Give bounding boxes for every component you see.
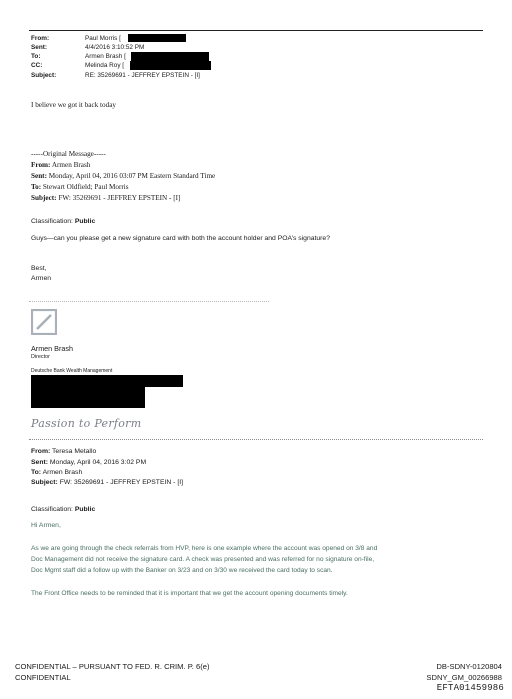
- forwarded-sent-label: Sent:: [31, 459, 48, 466]
- footer-bates-sdny: SDNY_GM_00266988: [426, 673, 502, 682]
- forwarded-para1-line2: Doc Management did not receive the signature card. A check was presented and was referred for no signature on-file,: [31, 556, 375, 563]
- forwarded-from-value: Teresa Metallo: [52, 448, 97, 455]
- from-value: Paul Morris [: [85, 35, 121, 42]
- forwarded-sent-value: Monday, April 04, 2016 3:02 PM: [49, 459, 147, 466]
- original-body: Guys—can you please get a new signature card with both the account holder and POA’s signature?: [31, 235, 330, 242]
- to-label: To:: [31, 53, 41, 60]
- forwarded-subject-label: Subject:: [31, 479, 58, 486]
- classification-label: Classification:: [31, 218, 73, 225]
- original-sent-line: [31, 172, 215, 180]
- original-message-separator: -----Original Message-----: [31, 150, 106, 158]
- original-subject-label: Subject:: [31, 194, 57, 202]
- forward-dotted-rule: [29, 439, 483, 440]
- sent-label: Sent:: [31, 44, 47, 51]
- forwarded-sent-line: [31, 459, 146, 466]
- from-label: From:: [31, 35, 50, 42]
- forwarded-classification: [31, 506, 95, 513]
- forwarded-para1-line3: Doc Mgmt staff did a follow up with the Banker on 3/23 and on 3/30 we received the card today to scan.: [31, 567, 333, 574]
- signature-tagline: Passion to Perform: [31, 417, 142, 430]
- signature-company: Deutsche Bank Wealth Management: [31, 368, 113, 374]
- forwarded-to-line: [31, 469, 82, 476]
- original-from-line: [31, 161, 90, 169]
- redaction-box: [130, 61, 211, 70]
- original-sent-label: Sent:: [31, 172, 47, 180]
- redaction-box: [128, 34, 186, 42]
- original-to-line: [31, 183, 129, 191]
- classification-label: Classification:: [31, 506, 73, 513]
- cc-value: Melinda Roy [: [85, 62, 125, 69]
- sent-value: 4/4/2016 3:10:52 PM: [85, 44, 145, 51]
- original-classification: [31, 218, 95, 225]
- subject-label: Subject:: [31, 72, 57, 79]
- footer-efta-id: EFTA01459986: [436, 683, 504, 693]
- original-subject-value: FW: 35269691 - JEFFREY EPSTEIN - [I]: [58, 194, 181, 202]
- forwarded-to-value: Armen Brash: [42, 469, 83, 476]
- original-to-label: To:: [31, 183, 42, 191]
- footer-bates-db: DB-SDNY-0120804: [436, 662, 502, 671]
- signature-name: Armen Brash: [31, 344, 73, 353]
- cc-label: CC:: [31, 62, 43, 69]
- signature-title: Director: [31, 354, 50, 360]
- forwarded-from-label: From:: [31, 448, 51, 455]
- closing: Best,: [31, 265, 47, 272]
- deutsche-bank-logo-icon: [31, 309, 57, 335]
- forwarded-subject-value: FW: 35269691 - JEFFREY EPSTEIN - [I]: [59, 479, 183, 486]
- original-subject-line: [31, 194, 180, 202]
- forwarded-to-label: To:: [31, 469, 42, 476]
- redaction-box: [31, 387, 145, 408]
- forwarded-para1-line1: As we are going through the check referrals from HVP, here is one example where the account was opened on 3/8 and: [31, 545, 378, 552]
- forwarded-para2: The Front Office needs to be reminded that it is important that we get the account opening documents timely.: [31, 590, 348, 597]
- footer-confidential: CONFIDENTIAL: [15, 673, 71, 682]
- redaction-box: [131, 52, 209, 61]
- forwarded-from-line: [31, 448, 96, 455]
- header-top-rule: [29, 30, 483, 31]
- classification-value: Public: [74, 218, 96, 225]
- forwarded-greeting: Hi Armen,: [31, 522, 61, 529]
- subject-value: RE: 35269691 - JEFFREY EPSTEIN - [I]: [85, 72, 200, 79]
- redaction-box: [31, 375, 183, 387]
- original-from-value: Armen Brash: [51, 161, 91, 169]
- original-sent-value: Monday, April 04, 2016 03:07 PM Eastern Standard Time: [48, 172, 216, 180]
- to-value: Armen Brash [: [85, 53, 126, 60]
- original-from-label: From:: [31, 161, 51, 169]
- closing-name: Armen: [31, 275, 52, 282]
- footer-confidential-notice: CONFIDENTIAL – PURSUANT TO FED. R. CRIM. P. 6(e): [15, 662, 210, 671]
- classification-value: Public: [74, 506, 96, 513]
- forwarded-subject-line: [31, 479, 183, 486]
- reply-body: I believe we got it back today: [31, 101, 117, 109]
- signature-dotted-rule: [29, 301, 269, 302]
- original-to-value: Stewart Oldfield; Paul Morris: [42, 183, 129, 191]
